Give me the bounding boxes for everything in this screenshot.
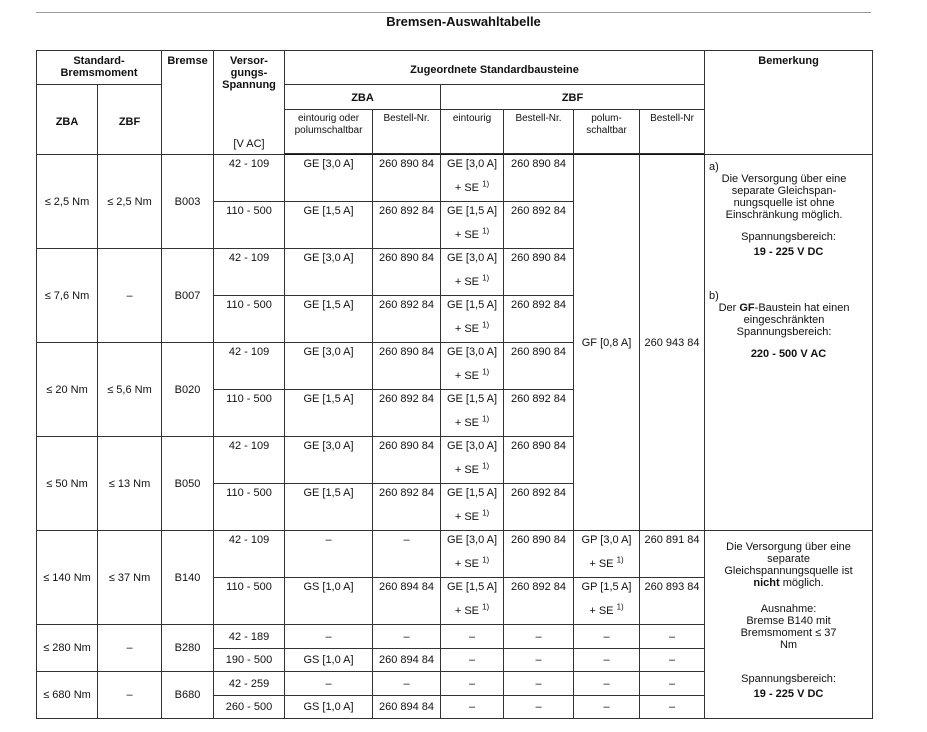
zba-moment: ≤ 20 Nm — [37, 343, 98, 437]
title-rule — [36, 12, 871, 13]
zba-module: GS [1,0 A] — [285, 649, 373, 672]
brake-type: B050 — [162, 437, 214, 531]
pol-module: GP [1,5 A] + SE $^{1)}$ — [574, 578, 640, 625]
brake-type: B007 — [162, 249, 214, 343]
table-row — [37, 531, 873, 578]
supply-voltage: 42 - 109 — [214, 343, 285, 390]
brake-selection-table — [36, 50, 873, 719]
header-zba-group: ZBA — [285, 85, 441, 110]
zbf-order-nr: 260 892 84 — [504, 484, 574, 531]
zbf-moment: ≤ 5,6 Nm — [98, 343, 162, 437]
brake-type: B280 — [162, 625, 214, 672]
zbf-order-nr: 260 892 84 — [504, 296, 574, 343]
zbf-module: GE [1,5 A] + SE $^{1)}$ — [441, 202, 504, 249]
zba-order-nr: 260 894 84 — [373, 696, 441, 719]
zba-order-nr: – — [373, 625, 441, 649]
zba-order-nr: 260 892 84 — [373, 202, 441, 249]
zba-order-nr: 260 890 84 — [373, 343, 441, 390]
pol-module: – — [574, 625, 640, 649]
zba-module: – — [285, 625, 373, 649]
zba-moment: ≤ 680 Nm — [37, 672, 98, 719]
remarks-top: a)Die Versorgung über eine separate Gleichspan-nungsquelle ist ohne Einschränkung möglich. Spannungsbereich: 19 - 225 V DC b)Der GF-Baustein hat einen eingeschränkten Spannungsbereich: 220 - 500 V AC — [705, 155, 873, 531]
supply-voltage: 110 - 500 — [214, 202, 285, 249]
header-bremse: Bremse — [162, 51, 214, 155]
supply-voltage: 42 - 259 — [214, 672, 285, 696]
header-zba: ZBA — [37, 85, 98, 155]
zbf-module: – — [441, 649, 504, 672]
pol-order-nr: 260 891 84 — [640, 531, 705, 578]
zba-order-nr: 260 892 84 — [373, 484, 441, 531]
zba-order-nr: 260 890 84 — [373, 249, 441, 296]
zba-order-nr: 260 890 84 — [373, 437, 441, 484]
pol-module: – — [574, 672, 640, 696]
zbf-moment: – — [98, 249, 162, 343]
gf-order-nr: 260 943 84 — [640, 155, 705, 531]
pol-order-nr: 260 893 84 — [640, 578, 705, 625]
gf-module: GF [0,8 A] — [574, 155, 640, 531]
table-row — [37, 155, 873, 202]
zbf-module: GE [3,0 A] + SE $^{1)}$ — [441, 249, 504, 296]
supply-voltage: 110 - 500 — [214, 484, 285, 531]
header-bemerkung: Bemerkung — [705, 51, 873, 155]
zba-moment: ≤ 140 Nm — [37, 531, 98, 625]
zbf-order-nr: 260 892 84 — [504, 390, 574, 437]
supply-voltage: 42 - 109 — [214, 155, 285, 202]
header-bestell-nr-3: Bestell-Nr — [640, 110, 705, 154]
zbf-order-nr: 260 892 84 — [504, 578, 574, 625]
header-zbf-group: ZBF — [441, 85, 705, 110]
zba-module: GE [3,0 A] — [285, 437, 373, 484]
header-versorgung-label: Versor-gungs-Spannung — [222, 55, 276, 91]
header-standard-moment: Standard-Bremsmoment — [37, 51, 162, 85]
zbf-order-nr: – — [504, 672, 574, 696]
brake-type: B680 — [162, 672, 214, 719]
header-zugeordnete: Zugeordnete Standardbausteine — [285, 51, 705, 85]
supply-voltage: 260 - 500 — [214, 696, 285, 719]
zba-order-nr: 260 894 84 — [373, 649, 441, 672]
supply-voltage: 42 - 109 — [214, 437, 285, 484]
header-eintourig-polum: eintourig oder polumschaltbar — [285, 110, 373, 154]
header-bestell-nr-1: Bestell-Nr. — [373, 110, 441, 154]
zbf-module: GE [3,0 A] + SE $^{1)}$ — [441, 531, 504, 578]
zba-module: GE [1,5 A] — [285, 296, 373, 343]
header-eintourig: eintourig — [441, 110, 504, 154]
header-row-1 — [37, 51, 873, 85]
zba-moment: ≤ 7,6 Nm — [37, 249, 98, 343]
zbf-moment: – — [98, 625, 162, 672]
zba-order-nr: – — [373, 531, 441, 578]
pol-order-nr: – — [640, 672, 705, 696]
remarks-bottom: Die Versorgung über eine separate Gleichspannungsquelle ist nicht möglich. Ausnahme: Bremse B140 mit Bremsmoment ≤ 37 Nm Spannungsbereich: 19 - 225 V DC — [705, 531, 873, 719]
zbf-order-nr: – — [504, 625, 574, 649]
zbf-module: – — [441, 672, 504, 696]
zba-module: GE [1,5 A] — [285, 390, 373, 437]
zba-order-nr: 260 894 84 — [373, 578, 441, 625]
zba-order-nr: 260 892 84 — [373, 390, 441, 437]
supply-voltage: 110 - 500 — [214, 390, 285, 437]
zbf-order-nr: – — [504, 696, 574, 719]
zbf-moment: ≤ 2,5 Nm — [98, 155, 162, 249]
zbf-order-nr: 260 890 84 — [504, 437, 574, 484]
header-versorgung — [214, 51, 285, 155]
zbf-order-nr: – — [504, 649, 574, 672]
zba-order-nr: 260 890 84 — [373, 155, 441, 202]
zba-module: GE [1,5 A] — [285, 484, 373, 531]
zbf-order-nr: 260 890 84 — [504, 155, 574, 202]
supply-voltage: 110 - 500 — [214, 296, 285, 343]
zbf-order-nr: 260 892 84 — [504, 202, 574, 249]
supply-voltage: 42 - 109 — [214, 249, 285, 296]
zbf-module: GE [1,5 A] + SE $^{1)}$ — [441, 484, 504, 531]
header-zbf: ZBF — [98, 85, 162, 155]
zbf-order-nr: 260 890 84 — [504, 343, 574, 390]
zbf-module: GE [1,5 A] + SE $^{1)}$ — [441, 578, 504, 625]
pol-order-nr: – — [640, 696, 705, 719]
zba-moment: ≤ 50 Nm — [37, 437, 98, 531]
header-polumschaltbar: polum-schaltbar — [574, 110, 640, 154]
zbf-moment: ≤ 37 Nm — [98, 531, 162, 625]
pol-order-nr: – — [640, 625, 705, 649]
zbf-module: GE [1,5 A] + SE $^{1)}$ — [441, 296, 504, 343]
zbf-module: – — [441, 696, 504, 719]
zba-moment: ≤ 280 Nm — [37, 625, 98, 672]
zba-module: GS [1,0 A] — [285, 578, 373, 625]
zba-module: GS [1,0 A] — [285, 696, 373, 719]
brake-type: B140 — [162, 531, 214, 625]
zbf-order-nr: 260 890 84 — [504, 249, 574, 296]
supply-voltage: 190 - 500 — [214, 649, 285, 672]
zbf-module: GE [3,0 A] + SE $^{1)}$ — [441, 437, 504, 484]
pol-module: – — [574, 696, 640, 719]
table-title: Bremsen-Auswahltabelle — [386, 14, 541, 29]
supply-voltage: 110 - 500 — [214, 578, 285, 625]
zba-module: – — [285, 531, 373, 578]
zba-module: GE [3,0 A] — [285, 343, 373, 390]
zbf-module: GE [1,5 A] + SE $^{1)}$ — [441, 390, 504, 437]
header-bestell-nr-2: Bestell-Nr. — [504, 110, 574, 154]
zbf-moment: ≤ 13 Nm — [98, 437, 162, 531]
header-versorgung-unit: [V AC] — [233, 138, 265, 150]
supply-voltage: 42 - 189 — [214, 625, 285, 649]
zba-module: GE [3,0 A] — [285, 249, 373, 296]
zbf-moment: – — [98, 672, 162, 719]
zbf-module: GE [3,0 A] + SE $^{1)}$ — [441, 155, 504, 202]
brake-type: B003 — [162, 155, 214, 249]
zba-module: GE [3,0 A] — [285, 155, 373, 202]
pol-order-nr: – — [640, 649, 705, 672]
supply-voltage: 42 - 109 — [214, 531, 285, 578]
pol-module: GP [3,0 A] + SE $^{1)}$ — [574, 531, 640, 578]
pol-module: – — [574, 649, 640, 672]
zbf-module: GE [3,0 A] + SE $^{1)}$ — [441, 343, 504, 390]
zba-order-nr: – — [373, 672, 441, 696]
zbf-order-nr: 260 890 84 — [504, 531, 574, 578]
brake-type: B020 — [162, 343, 214, 437]
zba-module: – — [285, 672, 373, 696]
zba-module: GE [1,5 A] — [285, 202, 373, 249]
zba-order-nr: 260 892 84 — [373, 296, 441, 343]
zba-moment: ≤ 2,5 Nm — [37, 155, 98, 249]
zbf-module: – — [441, 625, 504, 649]
